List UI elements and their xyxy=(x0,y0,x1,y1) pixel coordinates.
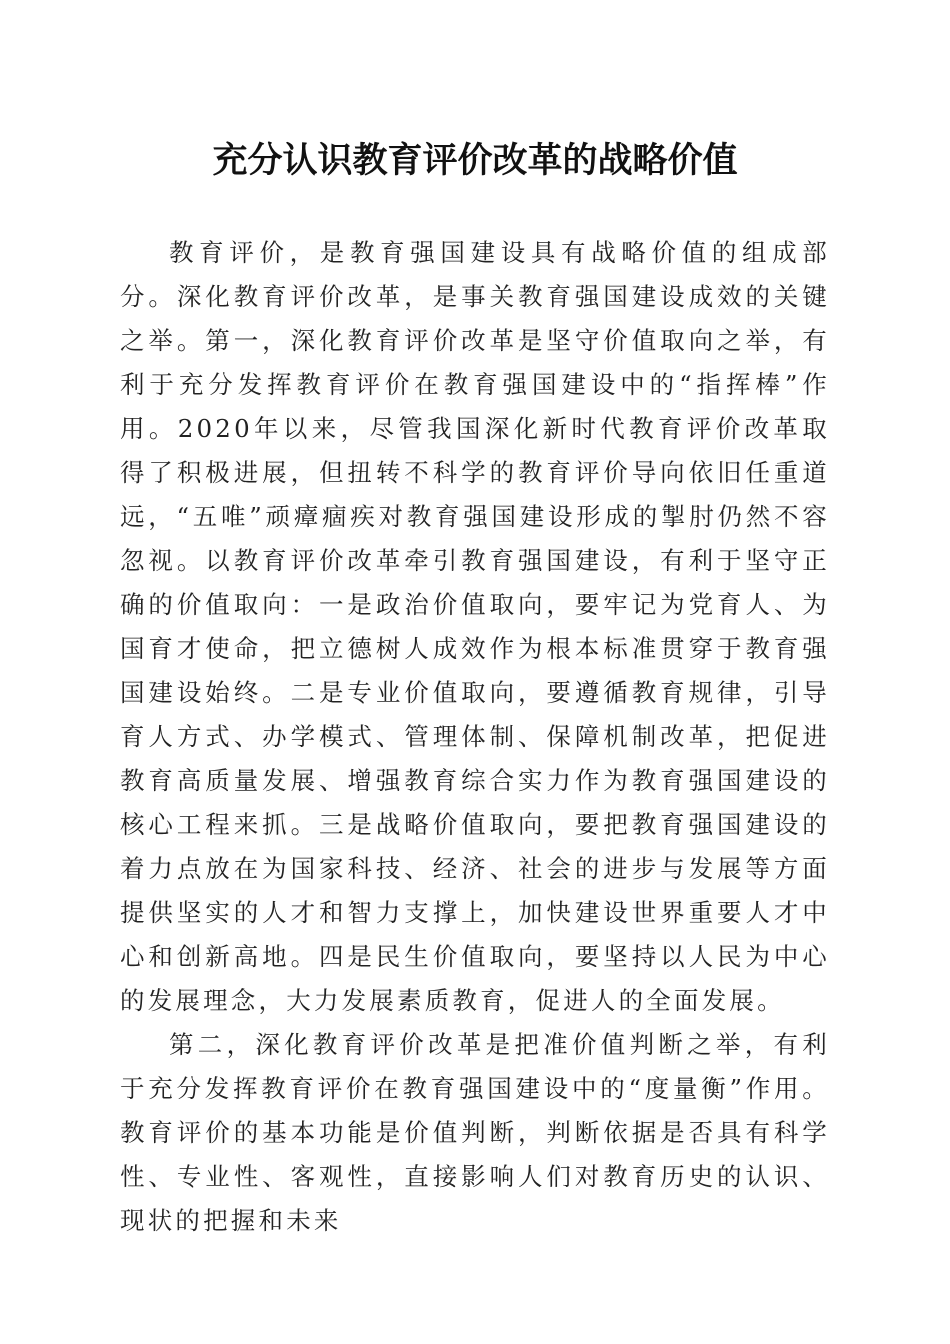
paragraph-1: 教育评价，是教育强国建设具有战略价值的组成部分。深化教育评价改革，是事关教育强国建设成效的关键之举。第一，深化教育评价改革是坚守价值取向之举，有利于充分发挥教育评价在教育强国建设中的“指挥棒”作用。2020年以来，尽管我国深化新时代教育评价改革取得了积极进展，但扭转不科学的教育评价导向依旧任重道远，“五唯”顽瘴痼疾对教育强国建设形成的掣肘仍然不容忽视。以教育评价改革牵引教育强国建设，有利于坚守正确的价值取向：一是政治价值取向，要牢记为党育人、为国育才使命，把立德树人成效作为根本标准贯穿于教育强国建设始终。二是专业价值取向，要遵循教育规律，引导育人方式、办学模式、管理体制、保障机制改革，把促进教育高质量发展、增强教育综合实力作为教育强国建设的核心工程来抓。三是战略价值取向，要把教育强国建设的着力点放在为国家科技、经济、社会的进步与发展等方面提供坚实的人才和智力支撑上，加快建设世界重要人才中心和创新高地。四是民生价值取向，要坚持以人民为中心的发展理念，大力发展素质教育，促进人的全面发展。 xyxy=(120,238,830,1015)
document-title: 充分认识教育评价改革的战略价值 xyxy=(212,140,738,181)
document-body xyxy=(120,231,830,1243)
paragraph-2: 第二，深化教育评价改革是把准价值判断之举，有利于充分发挥教育评价在教育强国建设中的“度量衡”作用。教育评价的基本功能是价值判断，判断依据是否具有科学性、专业性、客观性，直接影响人们对教育历史的认识、现状的把握和未来 xyxy=(120,1030,830,1235)
